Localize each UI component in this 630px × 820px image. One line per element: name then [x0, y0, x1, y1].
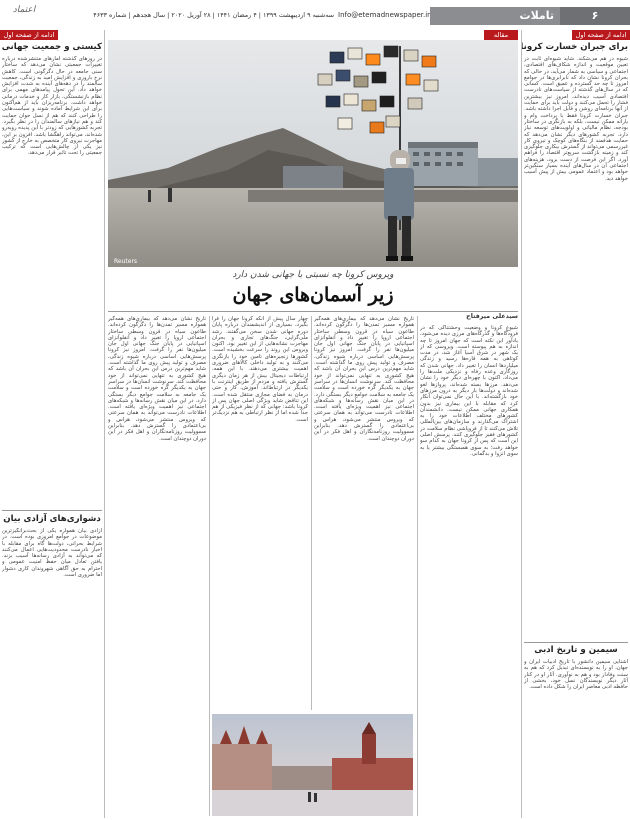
- article-tag: مقاله: [484, 30, 518, 40]
- masthead-mark: اعتماد: [12, 5, 36, 15]
- column-divider: [311, 316, 312, 710]
- column-divider: [104, 30, 105, 818]
- page-header: [0, 0, 630, 28]
- article-author: سیدعلی میرفتاح: [466, 313, 518, 320]
- right-column-title: برای جبران خسارت کرونا: [520, 42, 628, 52]
- site-email: Info@etemadnewspaper.ir: [338, 11, 431, 19]
- article-kicker: ویروس کرونا چه نسبتی با جهانی شدن دارد: [232, 270, 394, 280]
- column-divider: [417, 316, 418, 816]
- right-column-title-2: سیمین و تاریخ ادبی: [534, 645, 618, 655]
- right-column-body-2: آشنایی سیمین دانشور با تاریخ ادبیات ایران و جهان، او را به نویسنده‌ای تبدیل کرد که هم به سنت وفادار بود و هم به نوآوری. آثار او در کنار آثار دیگر نویسندگان نسل خود، بخشی از حافظه ادبی معاصر ایران را شکل داده است.: [524, 659, 628, 691]
- divider: [524, 642, 628, 643]
- left-column-title: کیستی و جمعیت جهانی: [1, 42, 102, 52]
- article-col-right: شیوع کرونا و وضعیت وحشتناکی که در فرودگاه‌ها و گذرگاه‌های مرزی دیده می‌شود، یادآور این نکته است که جهان امروز تا چه اندازه به هم پیوسته است. ویروسی که از یک شهر در شرق آسیا آغاز شد، در مدت کوتاهی به همه قاره‌ها رسید و زندگی میلیاردها انسان را تغییر داد. جهانی شدن که روزگاری وعده رفاه و نزدیکی ملت‌ها را می‌داد، اکنون با چهره‌ای دیگر خود را نشان می‌دهد. مرزها بسته شده‌اند، پروازها لغو شده‌اند و دولت‌ها بار دیگر به درون مرزهای خود بازگشته‌اند. با این حال نمی‌توان انکار کرد که مقابله با این بیماری نیز بدون همکاری جهانی ممکن نیست. دانشمندان کشورهای مختلف اطلاعات خود را به اشتراک می‌گذارند و سازمان‌های بین‌المللی تلاش می‌کنند تا از فروپاشی نظام سلامت در کشورهای فقیر جلوگیری کنند. پرسش اصلی این است که پس از کرونا جهان به کدام سو خواهد رفت؛ به سوی همبستگی بیشتر یا به سوی انزوا و بدگمانی.: [420, 325, 518, 457]
- article-headline: زیر آسمان‌های جهان: [232, 284, 394, 306]
- right-column-tag: ادامه از صفحه اول: [572, 30, 630, 40]
- left-column-body-2: آزادی بیان همواره یکی از بحث‌برانگیزترین موضوعات در جوامع امروزی بوده است. در شرایط بحرانی، دولت‌ها گاه برای مقابله با اخبار نادرست محدودیت‌هایی اعمال می‌کنند که می‌تواند به آزادی رسانه‌ها آسیب بزند. یافتن تعادل میان حفظ امنیت عمومی و احترام به حق آگاهی شهروندان کاری دشوار اما ضروری است.: [2, 528, 102, 579]
- left-column-body: در روزهای گذشته آمارهای منتشرشده درباره تغییرات جمعیتی نشان می‌دهد که ساختار سنی جامعه در حال دگرگونی است. کاهش نرخ باروری و افزایش امید به زندگی، جمعیت سالمند را در دهه‌های آینده به شدت افزایش خواهد داد. این تحول پیامدهای مهمی برای نظام بازنشستگی، بازار کار و خدمات درمانی خواهد داشت. برنامه‌ریزان باید از هم‌اکنون برای این شرایط آماده شوند و سیاست‌هایی را طراحی کنند که هم از نسل جوان حمایت کند و هم نیازهای سالمندان را در نظر بگیرد. تجربه کشورهایی که زودتر با این پدیده روبه‌رو شده‌اند، می‌تواند راهگشا باشد. افزون بر این، مهاجرت نیروی کار متخصص به خارج از کشور نیز یکی از چالش‌هایی است که ترکیب جمعیتی را تحت تاثیر قرار می‌دهد.: [2, 56, 102, 157]
- photo-credit: Reuters: [114, 258, 138, 265]
- headline-rule: [108, 311, 518, 312]
- column-divider: [209, 316, 210, 816]
- left-column-tag: ادامه از صفحه اول: [0, 30, 58, 40]
- article-col-far-left: تاریخ نشان می‌دهد که بیماری‌های همه‌گیر همواره مسیر تمدن‌ها را دگرگون کرده‌اند. طاعون سیاه در قرون وسطی ساختار اجتماعی اروپا را تغییر داد و آنفلوآنزای اسپانیایی در پایان جنگ جهانی اول جان میلیون‌ها نفر را گرفت. امروز نیز کرونا پرسش‌هایی اساسی درباره شیوه زندگی، مصرف و تولید پیش روی ما گذاشته است. شاید مهم‌ترین درس این بحران آن باشد که هیچ کشوری به تنهایی نمی‌تواند از خود محافظت کند. سرنوشت انسان‌ها در سراسر جهان به یکدیگر گره خورده است و سلامت یک جامعه به سلامت جوامع دیگر بستگی دارد. در این میان نقش رسانه‌ها و شبکه‌های اجتماعی نیز اهمیت ویژه‌ای یافته است. اطلاعات نادرست می‌تواند به همان سرعتی که ویروس منتشر می‌شود، هراس و بی‌اعتمادی را گسترش دهد. بنابراین مسوولیت روزنامه‌نگاران و اهل فکر در این دوران دوچندان است.: [108, 316, 206, 442]
- divider: [2, 510, 102, 511]
- main-photo: [108, 40, 518, 267]
- section-title: تاملات: [519, 9, 554, 22]
- secondary-photo: [212, 714, 413, 816]
- date-line: سه‌شنبه ۹ اردیبهشت ۱۳۹۹ | ۴ رمضان ۱۴۴۱ | ۲۸ آوریل ۲۰۲۰ | سال هجدهم | شماره ۴۶۳۳: [93, 11, 334, 19]
- left-column-title-2: دشواری‌های آزادی بیان: [3, 514, 101, 524]
- column-divider: [521, 30, 522, 818]
- article-col-middle: تاریخ نشان می‌دهد که بیماری‌های همه‌گیر همواره مسیر تمدن‌ها را دگرگون کرده‌اند. طاعون سیاه در قرون وسطی ساختار اجتماعی اروپا را تغییر داد و آنفلوآنزای اسپانیایی در پایان جنگ جهانی اول جان میلیون‌ها نفر را گرفت. امروز نیز کرونا پرسش‌هایی اساسی درباره شیوه زندگی، مصرف و تولید پیش روی ما گذاشته است. شاید مهم‌ترین درس این بحران آن باشد که هیچ کشوری به تنهایی نمی‌تواند از خود محافظت کند. سرنوشت انسان‌ها در سراسر جهان به یکدیگر گره خورده است و سلامت یک جامعه به سلامت جوامع دیگر بستگی دارد. در این میان نقش رسانه‌ها و شبکه‌های اجتماعی نیز اهمیت ویژه‌ای یافته است. اطلاعات نادرست می‌تواند به همان سرعتی که ویروس منتشر می‌شود، هراس و بی‌اعتمادی را گسترش دهد. بنابراین مسوولیت روزنامه‌نگاران و اهل فکر در این دوران دوچندان است.: [314, 316, 414, 442]
- page-number: ۶: [560, 7, 630, 25]
- right-column-body: شیوه در هم می‌شکند. شاید شیوه‌ای ثابت در تعیین موقعیت و اندازه شکاف‌های اقتصادی، اجتماعی و سیاسی به شمار می‌آید، در حالی که بحران کرونا نشان داد که نابرابری‌ها در جوامع امروز تا چه حد گسترده و عمیق است. کسانی که در سال‌های گذشته از سیاست‌های نادرست اقتصادی آسیب دیده‌اند، امروز نیز بیشترین فشار را تحمل می‌کنند و دولت باید برای حمایت از آنها برنامه‌ای روشن و قابل اجرا داشته باشد. جبران خسارت کرونا فقط با پرداخت وام و یارانه ممکن نیست، بلکه به بازنگری در ساختار بودجه، نظام مالیاتی و اولویت‌های توسعه نیاز دارد. تجربه کشورهای دیگر نشان می‌دهد که حمایت هدفمند از بنگاه‌های کوچک و نیروی کار غیررسمی می‌تواند از گسترش بیکاری جلوگیری کند و زمینه بازگشت سریع‌تر اقتصاد را فراهم آورد. اگر این فرصت از دست برود، هزینه‌های اجتماعی آن در سال‌های آینده بسیار سنگین‌تر خواهد بود و اعتماد عمومی بیش از پیش آسیب خواهد دید.: [524, 56, 628, 182]
- article-col-left: چهار سال پیش از آنکه کرونا جهان را فرا بگیرد، بسیاری از اندیشمندان درباره پایان دوره جهانی شدن سخن می‌گفتند. رشد ملی‌گرایی، جنگ‌های تجاری و بحران مهاجرت نشانه‌هایی از این تغییر بود. اکنون ویروس این روند را سرعت بخشیده است. کشورها زنجیره‌های تامین خود را بازنگری می‌کنند و به تولید داخلی کالاهای ضروری اهمیت بیشتری می‌دهند. با این همه، ارتباطات دیجیتال بیش از هر زمان دیگری گسترش یافته و مردم از طریق اینترنت با یکدیگر در ارتباط‌اند. آموزش، کار و حتی درمان به فضای مجازی منتقل شده است. این تناقض شاید ویژگی اصلی جهان پس از کرونا باشد: جهانی که از نظر فیزیکی از هم جدا شده اما از نظر ارتباطی به هم نزدیک‌تر است.: [212, 316, 308, 423]
